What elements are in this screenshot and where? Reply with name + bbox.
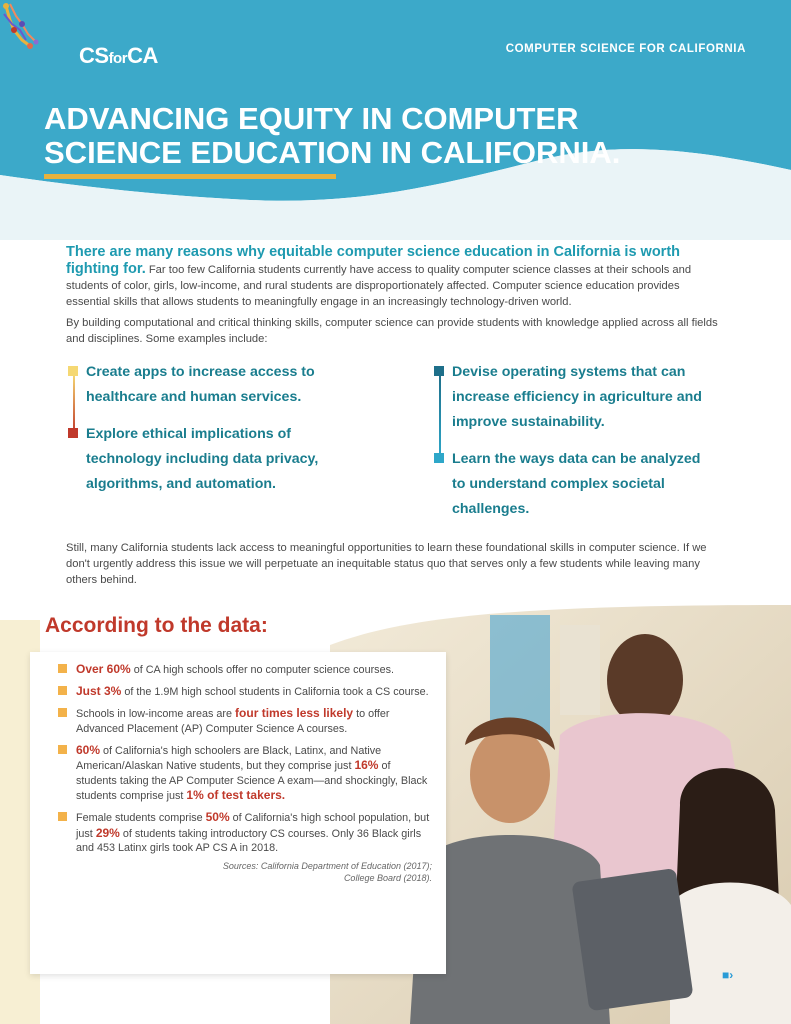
bullet-icon xyxy=(58,686,67,695)
bullet-icon xyxy=(68,366,78,376)
bullet-icon xyxy=(434,453,444,463)
example-item: Learn the ways data can be analyzed to understand complex societal challenges. xyxy=(432,447,712,522)
bullet-icon xyxy=(58,812,67,821)
bullet-icon xyxy=(58,708,67,717)
example-item: Devise operating systems that can increase efficiency in agriculture and improve sustainability. xyxy=(432,360,712,435)
bullet-icon xyxy=(58,664,67,673)
header-tagline: COMPUTER SCIENCE FOR CALIFORNIA xyxy=(505,43,746,55)
bullet-icon xyxy=(434,366,444,376)
title-underline xyxy=(44,174,336,179)
next-page-arrow-icon: ■› xyxy=(722,968,734,982)
data-box xyxy=(30,652,446,974)
page-title: ADVANCING EQUITY IN COMPUTER SCIENCE EDUCATION IN CALIFORNIA. xyxy=(44,101,621,170)
intro-lead: There are many reasons why equitable computer science education in California is worth fighting for. xyxy=(66,244,681,277)
list-item: 60% of California's high schoolers are Black, Latinx, and Native American/Alaskan Native students, but they comprise just 16% of students taking the AP Computer Science A exam—and shockingly, Black students comprise just 1% of test takers. xyxy=(56,743,432,804)
bullet-icon xyxy=(58,745,67,754)
closing-paragraph: Still, many California students lack access to meaningful opportunities to learn these foundational skills in computer science. If we don't urgently address this issue we will perpetuate an inequitable status quo that serves only a few students while leaving many others behind. xyxy=(66,542,707,586)
list-item: Female students comprise 50% of California's high school population, but just 29% of students taking introductory CS courses. Only 36 Black girls and 453 Latinx girls took AP CS A in 2018. xyxy=(56,810,432,856)
list-item: Schools in low-income areas are four times less likely to offer Advanced Placement (AP) Computer Science A courses. xyxy=(56,706,432,736)
data-heading: According to the data: xyxy=(45,614,268,637)
list-item: Just 3% of the 1.9M high school students in California took a CS course. xyxy=(56,684,432,700)
bullet-icon xyxy=(68,428,78,438)
examples-right-column xyxy=(432,360,712,522)
sources-citation: Sources: California Department of Education (2017); College Board (2018). xyxy=(222,861,432,883)
intro-paragraph xyxy=(66,244,726,310)
examples-intro: By building computational and critical thinking skills, computer science can provide students with knowledge applied across all fields and disciplines. Some examples include: xyxy=(66,317,718,345)
list-item: Over 60% of CA high schools offer no computer science courses. xyxy=(56,662,432,678)
logo-wordmark: CSforCA xyxy=(79,43,158,68)
intro-body: Far too few California students currently have access to quality computer science classes at their schools and students of color, girls, low-income, and rural students are disproportionately affected. Computer science education provides essential skills that allows students to meaningfully engage in an increasingly technology-driven world. xyxy=(66,264,692,308)
examples-left-column xyxy=(66,360,346,497)
example-item: Explore ethical implications of technology including data privacy, algorithms, and automation. xyxy=(66,422,346,497)
example-item: Create apps to increase access to healthcare and human services. xyxy=(66,360,346,410)
header-banner xyxy=(0,0,791,240)
